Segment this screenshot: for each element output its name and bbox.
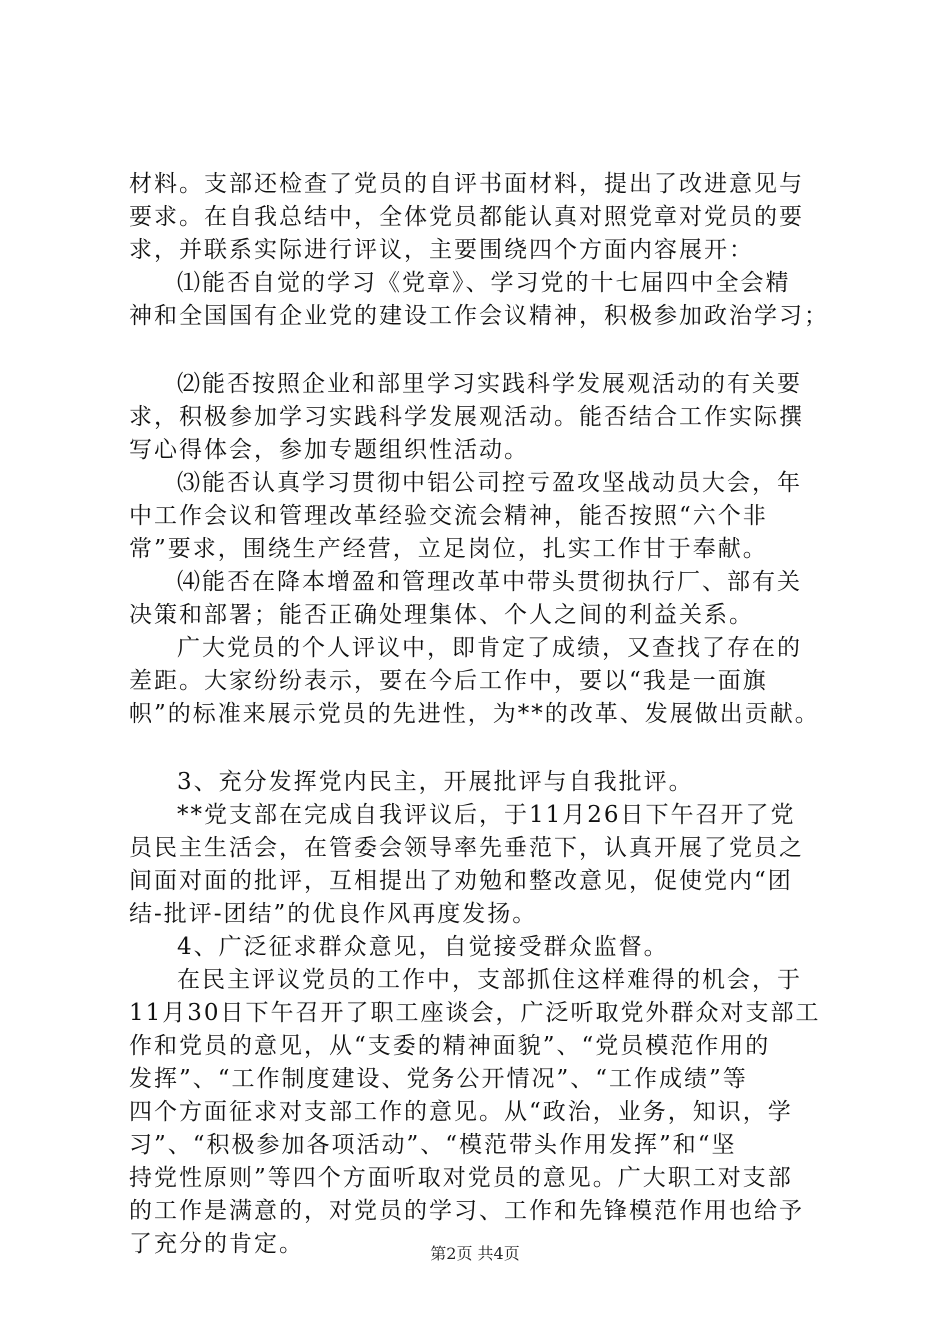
text-line: 写心得体会，参加专题组织性活动。 (129, 437, 529, 463)
text-line: 了充分的肯定。 (129, 1231, 304, 1257)
paragraph (129, 467, 854, 566)
document-body (129, 168, 854, 1261)
paragraph (129, 168, 854, 267)
text-line: ⑶能否认真学习贯彻中铝公司控亏盈攻坚战动员大会，年 (177, 470, 802, 496)
blank-line (129, 333, 854, 368)
text-line: 求，并联系实际进行评议，主要围绕四个方面内容展开： (129, 237, 754, 263)
text-line: 3、充分发挥党内民主，开展批评与自我批评。 (177, 769, 694, 795)
text-line: 要求。在自我总结中，全体党员都能认真对照党章对党员的要 (129, 204, 804, 230)
text-line: 4、广泛征求群众意见，自觉接受群众监督。 (177, 934, 669, 960)
text-line: 四个方面征求对支部工作的意见。从“政治，业务，知识，学 (129, 1099, 793, 1125)
text-line: 差距。大家纷纷表示，要在今后工作中，要以“我是一面旗 (129, 668, 768, 694)
text-line: 作和党员的意见，从“支委的精神面貌”、“党员模范作用的 (129, 1033, 771, 1059)
blank-line (129, 731, 854, 766)
text-line: 11月30日下午召开了职工座谈会，广泛听取党外群众对支部工 (129, 1000, 821, 1026)
text-line: ⑵能否按照企业和部里学习实践科学发展观活动的有关要 (177, 371, 802, 397)
text-line: 员民主生活会，在管委会领导率先垂范下，认真开展了党员之 (129, 835, 804, 861)
text-line: 广大党员的个人评议中，即肯定了成绩，又查找了存在的 (177, 635, 802, 661)
text-line: 材料。支部还检查了党员的自评书面材料，提出了改进意见与 (129, 171, 804, 197)
paragraph (129, 632, 854, 731)
paragraph (129, 964, 854, 1261)
text-line: 间面对面的批评，互相提出了劝勉和整改意见，促使党内“团 (129, 868, 793, 894)
text-line: ⑷能否在降本增盈和管理改革中带头贯彻执行厂、部有关 (177, 569, 802, 595)
paragraph (129, 566, 854, 632)
text-line: 决策和部署；能否正确处理集体、个人之间的利益关系。 (129, 602, 754, 628)
text-line: 的工作是满意的，对党员的学习、工作和先锋模范作用也给予 (129, 1198, 804, 1224)
paragraph (129, 799, 854, 931)
paragraph (129, 368, 854, 467)
text-line: 神和全国国有企业党的建设工作会议精神，积极参加政治学习； (129, 303, 829, 329)
section-heading (129, 766, 854, 799)
text-line: 习”、“积极参加各项活动”、“模范带头作用发挥”和“坚 (129, 1132, 737, 1158)
paragraph (129, 267, 854, 333)
text-line: **党支部在完成自我评议后，于11月26日下午召开了党 (177, 802, 796, 828)
text-line: 求，积极参加学习实践科学发展观活动。能否结合工作实际撰 (129, 404, 804, 430)
text-line: 持党性原则”等四个方面听取对党员的意见。广大职工对支部 (129, 1165, 793, 1191)
text-line: 常”要求，围绕生产经营，立足岗位，扎实工作甘于奉献。 (129, 536, 768, 562)
text-line: ⑴能否自觉的学习《党章》、学习党的十七届四中全会精 (177, 270, 791, 296)
text-line: 发挥”、“工作制度建设、党务公开情况”、“工作成绩”等 (129, 1066, 748, 1092)
page-number-footer: 第2页 共4页 (430, 1244, 520, 1263)
section-heading (129, 931, 854, 964)
text-line: 帜”的标准来展示党员的先进性，为**的改革、发展做出贡献。 (129, 701, 820, 727)
text-line: 结-批评-团结”的优良作风再度发扬。 (129, 901, 538, 927)
text-line: 中工作会议和管理改革经验交流会精神，能否按照“六个非 (129, 503, 768, 529)
text-line: 在民主评议党员的工作中，支部抓住这样难得的机会，于 (177, 967, 802, 993)
